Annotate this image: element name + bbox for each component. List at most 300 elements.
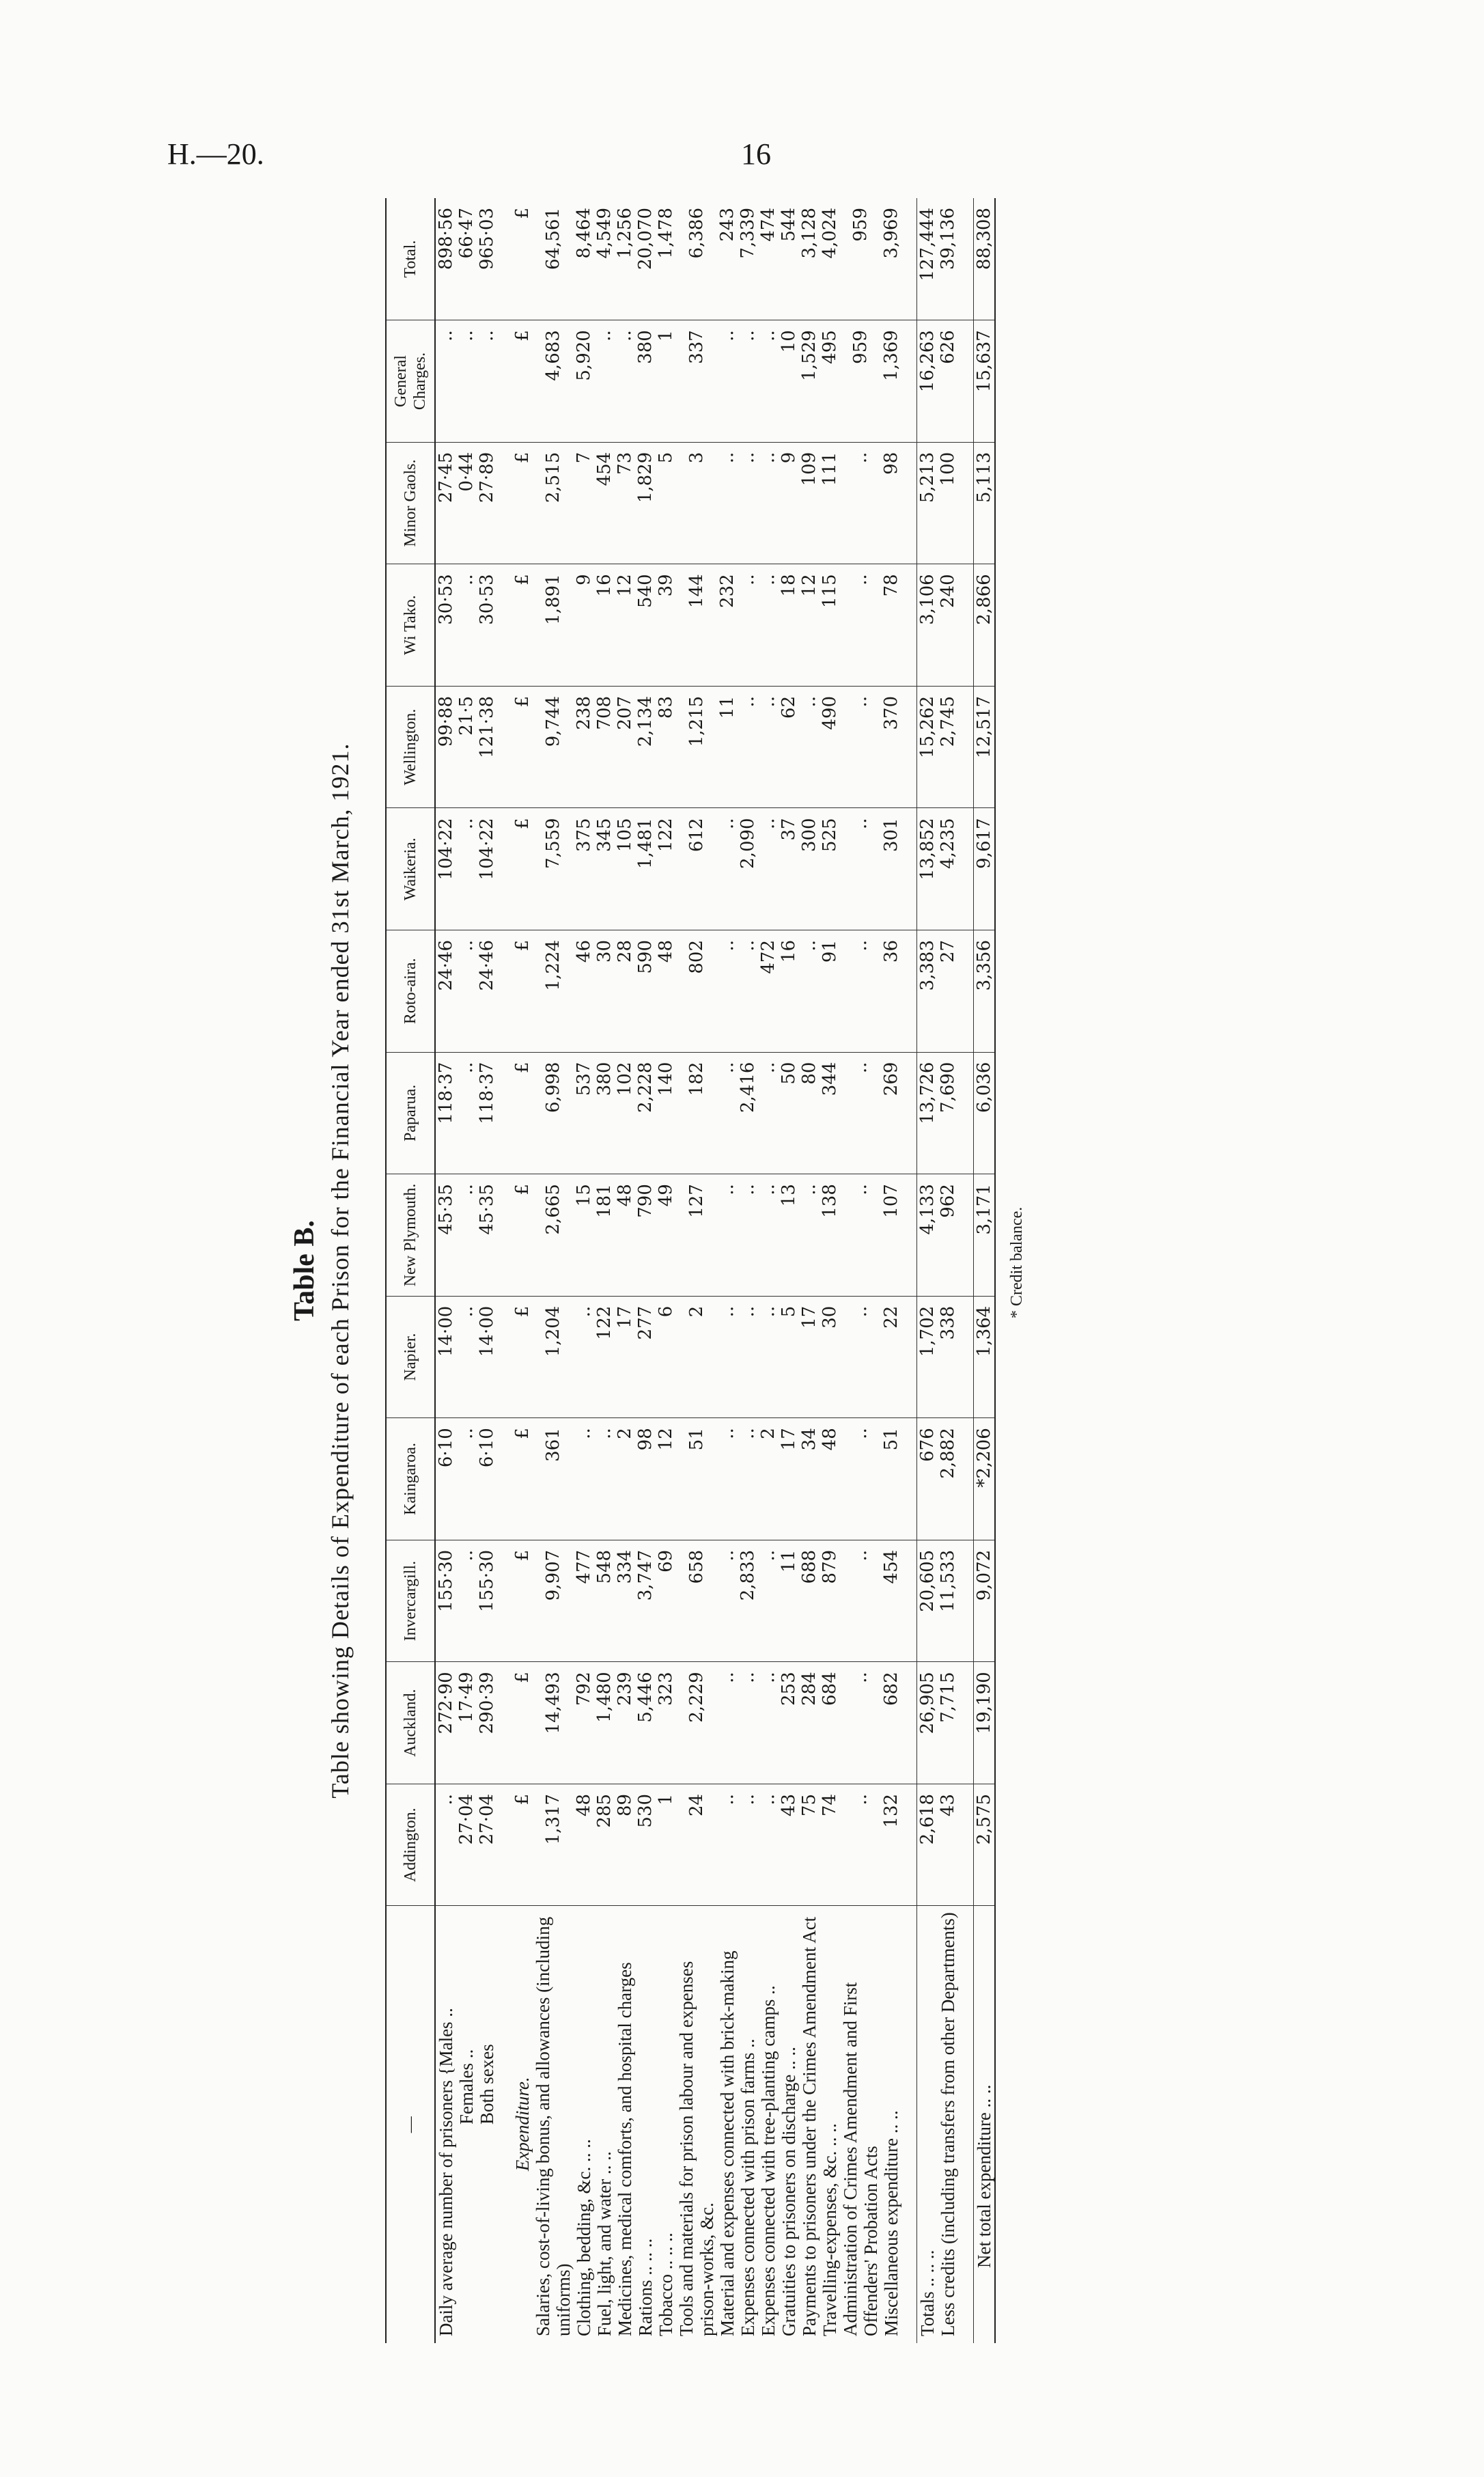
row-label: Administration of Crimes Amendment and First Offenders' Probation Acts (840, 1982, 881, 2336)
footnote: * Credit balance. (1008, 1206, 1026, 1318)
value-cell: 1,702 (917, 1296, 938, 1418)
spacer-cell (497, 1296, 512, 1418)
value-cell: .. (717, 1540, 738, 1662)
value-cell: .. (840, 564, 881, 687)
table-row (456, 198, 477, 2343)
value-cell: 17 (615, 1296, 635, 1418)
value-cell: 30·53 (435, 564, 456, 687)
row-label: Tobacco .. .. .. (656, 2232, 676, 2336)
value-cell: 879 (820, 1540, 840, 1662)
spacer-cell (901, 930, 917, 1052)
value-cell: 69 (656, 1540, 676, 1662)
header-cell: Paparua. (386, 1052, 435, 1174)
value-cell: 537 (574, 1052, 594, 1174)
table-row (758, 198, 779, 2343)
value-cell: .. (799, 686, 820, 808)
value-cell: 4,133 (917, 1174, 938, 1297)
value-cell: .. (717, 320, 738, 443)
value-cell: 46 (574, 930, 594, 1052)
value-cell: £ (512, 1418, 533, 1540)
value-cell: 15,262 (917, 686, 938, 808)
value-cell: 10 (779, 320, 799, 443)
value-cell: 98 (635, 1418, 656, 1540)
value-cell: 277 (635, 1296, 656, 1418)
table-row (779, 198, 799, 2343)
table-row (974, 198, 996, 2343)
value-cell: .. (758, 1296, 779, 1418)
value-cell: 127,444 (917, 198, 938, 320)
value-cell: 7 (574, 442, 594, 564)
value-cell: 802 (676, 930, 717, 1052)
spacer-cell (901, 1174, 917, 1297)
value-cell: 525 (820, 808, 840, 930)
value-cell: 2,090 (738, 808, 758, 930)
value-cell: 380 (635, 320, 656, 443)
value-cell: .. (758, 1784, 779, 1906)
value-cell: 474 (758, 198, 779, 320)
value-cell: 375 (574, 808, 594, 930)
spacer-cell (497, 1418, 512, 1540)
value-cell: 13 (779, 1174, 799, 1297)
value-cell: 3,356 (974, 930, 996, 1052)
value-cell: 4,683 (533, 320, 574, 443)
value-cell: .. (758, 1540, 779, 1662)
value-cell: 5,920 (574, 320, 594, 443)
value-cell: 28 (615, 930, 635, 1052)
spacer-cell (958, 1540, 974, 1662)
value-cell: 11 (779, 1540, 799, 1662)
row-label: Payments to prisoners under the Crimes Amendment Act (799, 1916, 820, 2336)
value-cell: 115 (820, 564, 840, 687)
value-cell: 238 (574, 686, 594, 808)
value-cell: .. (840, 442, 881, 564)
spacer-cell (958, 686, 974, 808)
row-label: Rations .. .. .. (635, 2238, 656, 2336)
value-cell: .. (717, 442, 738, 564)
spacer-cell (497, 1784, 512, 1906)
value-cell: 36 (881, 930, 901, 1052)
page-number: 16 (741, 137, 771, 171)
value-cell: 682 (881, 1662, 901, 1784)
value-cell: 4,549 (594, 198, 615, 320)
value-cell: 155·30 (435, 1540, 456, 1662)
value-cell: 338 (938, 1296, 958, 1418)
value-cell: 27·04 (477, 1784, 497, 1906)
value-cell: .. (456, 808, 477, 930)
spacer-cell (901, 198, 917, 320)
value-cell: £ (512, 1662, 533, 1784)
value-cell: 2,833 (738, 1540, 758, 1662)
value-cell: 39,136 (938, 198, 958, 320)
value-cell: 590 (635, 930, 656, 1052)
value-cell: 4,024 (820, 198, 840, 320)
value-cell: .. (738, 930, 758, 1052)
value-cell: 16 (779, 930, 799, 1052)
row-label: Travelling-expenses, &c. .. .. (820, 2123, 840, 2336)
spacer-cell (958, 1662, 974, 1784)
row-label: Less credits (including transfers from other Departments) (938, 1912, 958, 2336)
value-cell: 626 (938, 320, 958, 443)
spacer-cell (958, 564, 974, 687)
value-cell: 27·04 (456, 1784, 477, 1906)
value-cell: .. (840, 1662, 881, 1784)
value-cell: .. (758, 564, 779, 687)
value-cell: 15 (574, 1174, 594, 1297)
header-cell: Waikeria. (386, 808, 435, 930)
value-cell: 2,866 (974, 564, 996, 687)
value-cell: 5,446 (635, 1662, 656, 1784)
spacer-cell (497, 564, 512, 687)
value-cell: 1,480 (594, 1662, 615, 1784)
value-cell: .. (456, 1052, 477, 1174)
value-cell: 102 (615, 1052, 635, 1174)
value-cell: 104·22 (477, 808, 497, 930)
value-cell: £ (512, 442, 533, 564)
value-cell: 73 (615, 442, 635, 564)
section-heading: Expenditure. (512, 2077, 533, 2172)
value-cell: 6,998 (533, 1052, 574, 1174)
value-cell: .. (717, 1174, 738, 1297)
value-cell: £ (512, 1174, 533, 1297)
value-cell: 14·00 (477, 1296, 497, 1418)
value-cell: .. (840, 1784, 881, 1906)
value-cell: 2,665 (533, 1174, 574, 1297)
table-row (574, 198, 594, 2343)
value-cell: 30 (594, 930, 615, 1052)
value-cell: .. (738, 1418, 758, 1540)
value-cell: 7,715 (938, 1662, 958, 1784)
table-row (676, 198, 717, 2343)
value-cell: 34 (799, 1418, 820, 1540)
value-cell: 2,416 (738, 1052, 758, 1174)
spacer-cell (958, 1906, 974, 2343)
value-cell: 121·38 (477, 686, 497, 808)
value-cell: 14,493 (533, 1662, 574, 1784)
value-cell: .. (840, 808, 881, 930)
value-cell: .. (574, 1296, 594, 1418)
value-cell: 16 (594, 564, 615, 687)
value-cell: 540 (635, 564, 656, 687)
value-cell: 5 (779, 1296, 799, 1418)
spacer-cell (497, 808, 512, 930)
value-cell: .. (456, 564, 477, 687)
header-cell: Wi Tako. (386, 564, 435, 687)
value-cell: 965·03 (477, 198, 497, 320)
rotated-table-block (287, 198, 1181, 2343)
value-cell: 48 (615, 1174, 635, 1297)
value-cell: .. (456, 320, 477, 443)
value-cell: 530 (635, 1784, 656, 1906)
table-row (615, 198, 635, 2343)
value-cell: 9,744 (533, 686, 574, 808)
value-cell: .. (435, 320, 456, 443)
value-cell: 24 (676, 1784, 717, 1906)
value-cell: 544 (779, 198, 799, 320)
value-cell: 2,745 (938, 686, 958, 808)
value-cell: .. (758, 1174, 779, 1297)
table-row (594, 198, 615, 2343)
value-cell: 39 (656, 564, 676, 687)
value-cell: 14·00 (435, 1296, 456, 1418)
row-label: Females .. (456, 2049, 477, 2125)
value-cell: 22 (881, 1296, 901, 1418)
value-cell: 12 (799, 564, 820, 687)
spacer-cell (901, 1784, 917, 1906)
table-subtitle: Table showing Details of Expenditure of each Prison for the Financial Year ended 31st March, 1921. (326, 743, 354, 1799)
row-label: Clothing, bedding, &c. .. .. (574, 2139, 594, 2336)
value-cell: 27·45 (435, 442, 456, 564)
value-cell: .. (758, 686, 779, 808)
value-cell: 18 (779, 564, 799, 687)
value-cell: 6 (656, 1296, 676, 1418)
value-cell: 51 (676, 1418, 717, 1540)
spacer-cell (901, 686, 917, 808)
value-cell: 140 (656, 1052, 676, 1174)
table-row (881, 198, 901, 2343)
value-cell: 2,575 (974, 1784, 996, 1906)
spacer-cell (958, 198, 974, 320)
spacer-cell (958, 442, 974, 564)
value-cell: 1,215 (676, 686, 717, 808)
value-cell: 13,852 (917, 808, 938, 930)
value-cell: £ (512, 320, 533, 443)
value-cell: .. (738, 1296, 758, 1418)
value-cell: 380 (594, 1052, 615, 1174)
spacer-cell (901, 1540, 917, 1662)
value-cell: 7,339 (738, 198, 758, 320)
value-cell: 6·10 (435, 1418, 456, 1540)
value-cell: 17 (799, 1296, 820, 1418)
table-row (840, 198, 881, 2343)
value-cell: 2,228 (635, 1052, 656, 1174)
value-cell: 37 (779, 808, 799, 930)
spacer-cell (901, 320, 917, 443)
value-cell: 792 (574, 1662, 594, 1784)
value-cell: 50 (779, 1052, 799, 1174)
value-cell: 105 (615, 808, 635, 930)
value-cell: 2,618 (917, 1784, 938, 1906)
value-cell: 17 (779, 1418, 799, 1540)
value-cell: .. (717, 1296, 738, 1418)
value-cell: 3,106 (917, 564, 938, 687)
value-cell: £ (512, 1296, 533, 1418)
value-cell: 370 (881, 686, 901, 808)
value-cell: 962 (938, 1174, 958, 1297)
value-cell: .. (758, 320, 779, 443)
value-cell: 122 (656, 808, 676, 930)
value-cell: .. (840, 930, 881, 1052)
value-cell: 454 (594, 442, 615, 564)
value-cell: 88,308 (974, 198, 996, 320)
value-cell: 2,134 (635, 686, 656, 808)
value-cell: 48 (820, 1418, 840, 1540)
value-cell: .. (840, 1540, 881, 1662)
spacer-cell (901, 1052, 917, 1174)
value-cell: 243 (717, 198, 738, 320)
value-cell: 21·5 (456, 686, 477, 808)
value-cell: 80 (799, 1052, 820, 1174)
value-cell: 182 (676, 1052, 717, 1174)
value-cell: 62 (779, 686, 799, 808)
value-cell: 89 (615, 1784, 635, 1906)
header-cell: Minor Gaols. (386, 442, 435, 564)
value-cell: 9 (779, 442, 799, 564)
value-cell: 4,235 (938, 808, 958, 930)
value-cell: 285 (594, 1784, 615, 1906)
value-cell: £ (512, 808, 533, 930)
value-cell: 104·22 (435, 808, 456, 930)
value-cell: 3,747 (635, 1540, 656, 1662)
value-cell: 3 (676, 442, 717, 564)
row-label: Expenses connected with tree-planting camps .. (758, 1985, 779, 2336)
value-cell: .. (594, 1418, 615, 1540)
table-row (938, 198, 958, 2343)
value-cell: .. (758, 442, 779, 564)
value-cell: 24·46 (477, 930, 497, 1052)
value-cell: .. (717, 1784, 738, 1906)
spacer-cell (901, 1296, 917, 1418)
value-cell: 8,464 (574, 198, 594, 320)
value-cell: 27 (938, 930, 958, 1052)
spacer-cell (497, 1540, 512, 1662)
value-cell: £ (512, 1540, 533, 1662)
value-cell: 1 (656, 320, 676, 443)
value-cell: 323 (656, 1662, 676, 1784)
value-cell: 5,213 (917, 442, 938, 564)
table-row (656, 198, 676, 2343)
spacer-cell (497, 442, 512, 564)
value-cell: 9 (574, 564, 594, 687)
value-cell: 43 (938, 1784, 958, 1906)
value-cell: .. (738, 1174, 758, 1297)
value-cell: 6,386 (676, 198, 717, 320)
value-cell: 98 (881, 442, 901, 564)
value-cell: 138 (820, 1174, 840, 1297)
value-cell: .. (435, 1784, 456, 1906)
value-cell: 24·46 (435, 930, 456, 1052)
value-cell: .. (456, 1418, 477, 1540)
value-cell: 122 (594, 1296, 615, 1418)
value-cell: 3,171 (974, 1174, 996, 1297)
document-code: H.—20. (167, 137, 264, 171)
spacer-cell (901, 1906, 917, 2343)
value-cell: .. (717, 930, 738, 1052)
value-cell: 64,561 (533, 198, 574, 320)
value-cell: .. (456, 1540, 477, 1662)
value-cell: .. (456, 1296, 477, 1418)
spacer-cell (958, 1418, 974, 1540)
row-label: Material and expenses connected with brick-making (717, 1950, 738, 2336)
value-cell: 612 (676, 808, 717, 930)
value-cell: 345 (594, 808, 615, 930)
row-label: Gratuities to prisoners on discharge .. .. (779, 2047, 799, 2336)
spacer-cell (958, 1052, 974, 1174)
value-cell: 45·35 (435, 1174, 456, 1297)
value-cell: 1 (656, 1784, 676, 1906)
value-cell: 7,559 (533, 808, 574, 930)
value-cell: 1,481 (635, 808, 656, 930)
header-cell: Auckland. (386, 1662, 435, 1784)
value-cell: 15,637 (974, 320, 996, 443)
value-cell: 344 (820, 1052, 840, 1174)
row-label: Miscellaneous expenditure .. .. (881, 2110, 901, 2336)
value-cell: 454 (881, 1540, 901, 1662)
value-cell: 1,891 (533, 564, 574, 687)
row-label: Medicines, medical comforts, and hospital charges (615, 1962, 635, 2336)
spacer-cell (901, 808, 917, 930)
header-cell-label: — (386, 1906, 435, 2343)
value-cell: 109 (799, 442, 820, 564)
value-cell: 27·89 (477, 442, 497, 564)
value-cell: 3,969 (881, 198, 901, 320)
value-cell: 20,605 (917, 1540, 938, 1662)
value-cell: 1,317 (533, 1784, 574, 1906)
value-cell: 11 (717, 686, 738, 808)
spacer-row (497, 198, 512, 2343)
value-cell: .. (840, 1296, 881, 1418)
value-cell: 2,229 (676, 1662, 717, 1784)
value-cell: 66·47 (456, 198, 477, 320)
value-cell: 83 (656, 686, 676, 808)
value-cell: 132 (881, 1784, 901, 1906)
header-cell: General Charges. (386, 320, 435, 443)
value-cell: 477 (574, 1540, 594, 1662)
value-cell: 127 (676, 1174, 717, 1297)
value-cell: 51 (881, 1418, 901, 1540)
value-cell: 20,070 (635, 198, 656, 320)
value-cell: 9,072 (974, 1540, 996, 1662)
value-cell: £ (512, 1784, 533, 1906)
value-cell: 26,905 (917, 1662, 938, 1784)
value-cell: 272·90 (435, 1662, 456, 1784)
value-cell: 11,533 (938, 1540, 958, 1662)
value-cell: £ (512, 564, 533, 687)
value-cell: 1,829 (635, 442, 656, 564)
value-cell: 6·10 (477, 1418, 497, 1540)
value-cell: 99·88 (435, 686, 456, 808)
value-cell: .. (456, 1174, 477, 1297)
table-row (635, 198, 656, 2343)
value-cell: .. (799, 930, 820, 1052)
value-cell: 6,036 (974, 1052, 996, 1174)
value-cell: .. (615, 320, 635, 443)
value-cell: 301 (881, 808, 901, 930)
spacer-cell (497, 1052, 512, 1174)
value-cell: .. (738, 442, 758, 564)
value-cell: 472 (758, 930, 779, 1052)
spacer-cell (497, 1662, 512, 1784)
value-cell: 9,617 (974, 808, 996, 930)
value-cell: 74 (820, 1784, 840, 1906)
value-cell: 898·56 (435, 198, 456, 320)
value-cell: 1,224 (533, 930, 574, 1052)
value-cell: .. (758, 808, 779, 930)
value-cell: 959 (840, 198, 881, 320)
value-cell: 118·37 (435, 1052, 456, 1174)
value-cell: 48 (574, 1784, 594, 1906)
spacer-cell (958, 930, 974, 1052)
value-cell: 100 (938, 442, 958, 564)
value-cell: 269 (881, 1052, 901, 1174)
table-row (512, 198, 533, 2343)
value-cell: 13,726 (917, 1052, 938, 1174)
value-cell: 361 (533, 1418, 574, 1540)
header-cell: Kaingaroa. (386, 1418, 435, 1540)
value-cell: .. (799, 1174, 820, 1297)
value-cell: 3,383 (917, 930, 938, 1052)
table-row (820, 198, 840, 2343)
table-row (738, 198, 758, 2343)
